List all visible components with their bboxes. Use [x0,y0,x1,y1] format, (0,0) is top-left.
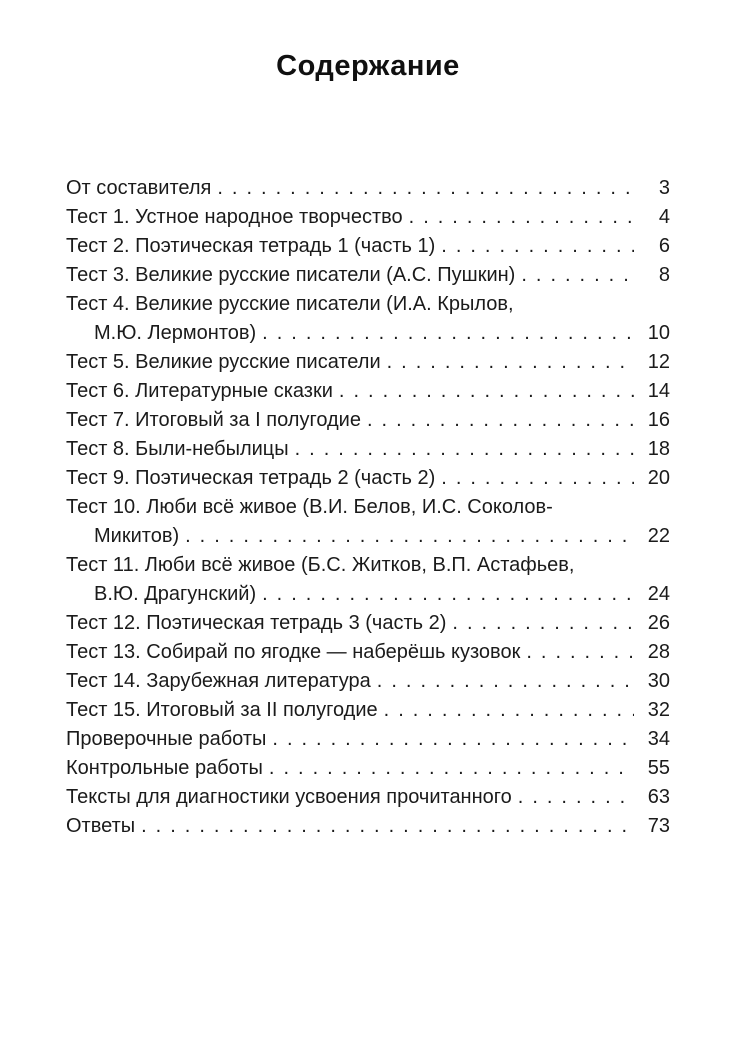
toc-line [66,667,670,696]
dot-leader [521,261,634,290]
toc-entry-title: Тест 12. Поэтическая тетрадь 3 (часть 2) [66,612,447,634]
toc-entry-title: Тест 14. Зарубежная литература [66,670,371,692]
toc-line [66,290,670,319]
toc-entry [66,725,670,754]
dot-leader [262,580,634,609]
dot-leader [387,348,634,377]
toc-line [66,493,670,522]
toc-entry-title: Тест 9. Поэтическая тетрадь 2 (часть 2) [66,467,436,489]
toc-entry-title: Проверочные работы [66,728,267,750]
toc-line [66,609,670,638]
toc-line [66,638,670,667]
toc-entry-title: Ответы [66,815,136,837]
toc-entry-page: 32 [647,699,670,721]
toc-line [66,812,670,841]
toc-entry-title: Тест 4. Великие русские писатели (И.А. Крылов, [66,293,514,315]
toc-entry-page: 26 [647,612,670,634]
dot-leader [339,377,634,406]
toc-line [66,174,670,203]
toc-entry [66,812,670,841]
toc-entry [66,609,670,638]
toc-entry-page: 3 [658,177,670,199]
toc-entry [66,232,670,261]
dot-leader [367,406,634,435]
toc-line [66,348,670,377]
dot-leader [452,609,634,638]
toc-entry-title: Тест 13. Собирай по ягодке — наберёшь кузовок [66,641,521,663]
toc-entry-page: 12 [647,351,670,373]
toc-line [66,232,670,261]
toc-entry [66,783,670,812]
toc-line [66,261,670,290]
toc-entry-title: Тест 7. Итоговый за I полугодие [66,409,361,431]
dot-leader [217,174,634,203]
toc-entry-title: Тест 3. Великие русские писатели (А.С. Пушкин) [66,264,516,286]
toc-entry [66,348,670,377]
toc-entry-page: 63 [647,786,670,808]
toc-entry-page: 73 [647,815,670,837]
dot-leader [262,319,634,348]
toc-entry-title-continued: Микитов) [94,525,180,547]
toc-entry-page: 30 [647,670,670,692]
toc-entry-page: 18 [647,438,670,460]
toc-line [66,464,670,493]
toc-entry-title: Тест 1. Устное народное творчество [66,206,403,228]
toc-entry [66,435,670,464]
toc-entry [66,638,670,667]
dot-leader [377,667,634,696]
dot-leader [441,232,634,261]
toc-entry-page: 22 [647,525,670,547]
toc-entry-title: Тест 11. Люби всё живое (Б.С. Житков, В.П. Астафьев, [66,554,575,576]
toc-entry-page: 20 [647,467,670,489]
toc-entry [66,377,670,406]
toc-entry-page: 4 [658,206,670,228]
dot-leader [141,812,634,841]
toc-entry-page: 16 [647,409,670,431]
toc-entry [66,203,670,232]
dot-leader [441,464,634,493]
toc-line [66,551,670,580]
toc-entry [66,174,670,203]
toc-entry-page: 10 [647,322,670,344]
toc-entry [66,290,670,348]
toc-entry [66,667,670,696]
toc-entry [66,754,670,783]
toc-entry-title: Тест 8. Были-небылицы [66,438,289,460]
toc-entry-title: Тест 15. Итоговый за II полугодие [66,699,378,721]
toc-entry [66,464,670,493]
toc-entry [66,696,670,725]
toc-entry-title: Тест 5. Великие русские писатели [66,351,381,373]
dot-leader [269,754,634,783]
toc-line [66,203,670,232]
toc-entry [66,406,670,435]
toc-entry [66,261,670,290]
toc-entry-title: Контрольные работы [66,757,263,779]
toc-entry-title: От составителя [66,177,212,199]
toc-entry-page: 8 [658,264,670,286]
toc-line [66,406,670,435]
dot-leader [185,522,634,551]
toc-list [66,174,670,841]
toc-line [66,377,670,406]
toc-entry-title: Тест 10. Люби всё живое (В.И. Белов, И.С. Соколов- [66,496,553,518]
toc-entry-title-continued: В.Ю. Драгунский) [94,583,257,605]
toc-entry-title: Тест 6. Литературные сказки [66,380,333,402]
toc-line-continuation [66,319,670,348]
page-title: Содержание [276,50,460,82]
toc-entry-page: 55 [647,757,670,779]
toc-entry-page: 6 [658,235,670,257]
toc-entry-page: 14 [647,380,670,402]
dot-leader [526,638,634,667]
dot-leader [272,725,634,754]
dot-leader [409,203,634,232]
toc-entry [66,551,670,609]
dot-leader [384,696,634,725]
dot-leader [295,435,634,464]
toc-line [66,435,670,464]
toc-entry [66,493,670,551]
toc-line [66,783,670,812]
dot-leader [518,783,634,812]
toc-line-continuation [66,522,670,551]
toc-entry-page: 28 [647,641,670,663]
toc-entry-title: Тест 2. Поэтическая тетрадь 1 (часть 1) [66,235,436,257]
toc-entry-title: Тексты для диагностики усвоения прочитанного [66,786,512,808]
toc-line [66,725,670,754]
toc-entry-page: 34 [647,728,670,750]
toc-line-continuation [66,580,670,609]
toc-entry-page: 24 [647,583,670,605]
toc-line [66,696,670,725]
toc-entry-title-continued: М.Ю. Лермонтов) [94,322,257,344]
toc-line [66,754,670,783]
